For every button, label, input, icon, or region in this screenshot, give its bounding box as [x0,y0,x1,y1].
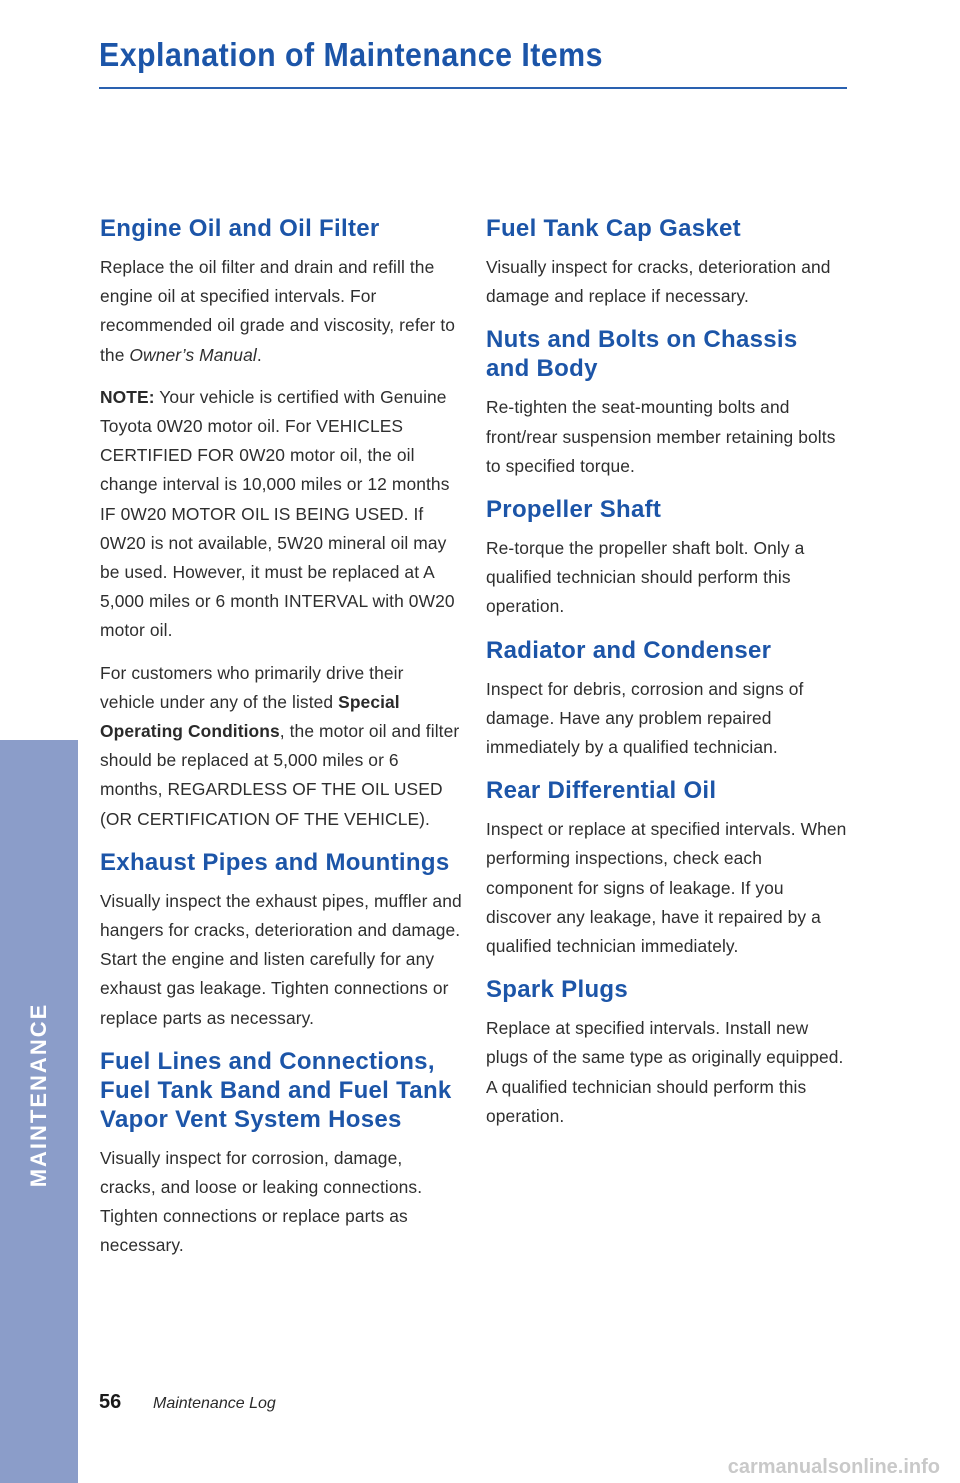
section-paragraph: Inspect for debris, corrosion and signs of damage. Have any problem repaired immediately by a qualified technician. [486,678,804,758]
note-label: NOTE: [100,386,155,407]
right-column [486,214,848,1145]
section-nuts-bolts [486,325,848,481]
page-number: 56 [99,1391,122,1413]
section-engine-oil [100,214,462,834]
text-run: . [256,344,262,365]
page-title: Explanation of Maintenance Items [99,36,603,73]
section-paragraph: Replace at specified intervals. Install new plugs of the same type as originally equipped. A qualified technician should perform this operation. [486,1018,844,1126]
section-heading: Exhaust Pipes and Mountings [100,848,450,876]
section-heading: Fuel Lines and Connections, Fuel Tank Band and Fuel Tank Vapor Vent System Hoses [100,1047,452,1133]
text-run: , the motor oil and filter should be replaced at 5,000 miles or 6 months, REGARDLESS OF THE OIL USED (OR CERTIFICATION OF THE VEHICLE). [100,721,460,829]
left-column [100,214,462,1275]
special-conditions-ref: Special Operating Conditions [100,691,400,742]
section-heading: Fuel Tank Cap Gasket [486,215,741,242]
section-exhaust [100,848,462,1033]
side-tab-label: MAINTENANCE [26,1002,51,1188]
watermark: carmanualsonline.info [727,1456,940,1478]
section-paragraph: Visually inspect for corrosion, damage, cracks, and loose or leaking connections. Tighten connections or replace parts as necessary. [100,1147,423,1256]
owners-manual-ref: Owner’s Manual [129,344,257,365]
section-paragraph: Inspect or replace at specified intervals. When performing inspections, check each component for signs of leakage. If you discover any leakage, have it repaired by a qualified technician immediately. [486,819,847,957]
section-fuel-cap [486,214,848,311]
section-propeller [486,495,848,622]
section-heading: Spark Plugs [486,976,629,1004]
text-run: For customers who primarily drive their vehicle under any of the listed [100,662,404,712]
section-fuel-lines [100,1047,462,1261]
note-paragraph [100,383,462,646]
section-paragraph: Re-torque the propeller shaft bolt. Only a qualified technician should perform this operation. [486,538,805,617]
text-run: Replace the oil filter and drain and refill the engine oil at specified intervals. For recommended oil grade and viscosity, refer to the [100,257,456,365]
section-paragraph [100,253,462,370]
section-rear-differential [486,776,848,961]
section-spark-plugs [486,975,848,1131]
section-paragraph: Re-tighten the seat-mounting bolts and front/rear suspension member retaining bolts to specified torque. [486,397,836,476]
footer-section-label: Maintenance Log [153,1395,276,1412]
section-heading: Nuts and Bolts on Chassis and Body [486,326,798,383]
title-divider [99,87,847,89]
section-heading: Propeller Shaft [486,496,662,524]
section-heading: Rear Differential Oil [486,777,717,805]
section-radiator [486,636,848,763]
section-heading: Radiator and Condenser [486,636,772,664]
section-paragraph: Visually inspect the exhaust pipes, muffler and hangers for cracks, deterioration and damage. Start the engine and listen carefully for any exhaust gas leakage. Tighten connections or replace parts as necessary. [100,890,462,1028]
section-paragraph [100,659,462,834]
section-heading: Engine Oil and Oil Filter [100,215,380,242]
note-text: Your vehicle is certified with Genuine Toyota 0W20 motor oil. For VEHICLES CERTIFIED FOR 0W20 motor oil, the oil change interval is 10,000 miles or 12 months IF 0W20 MOTOR OIL IS BEING USED. If 0W20 is not available, 5W20 mineral oil may be used. However, it must be replaced at A 5,000 miles or 6 month INTERVAL with 0W20 motor oil. [100,386,455,641]
section-paragraph: Visually inspect for cracks, deterioration and damage and replace if necessary. [486,257,831,307]
